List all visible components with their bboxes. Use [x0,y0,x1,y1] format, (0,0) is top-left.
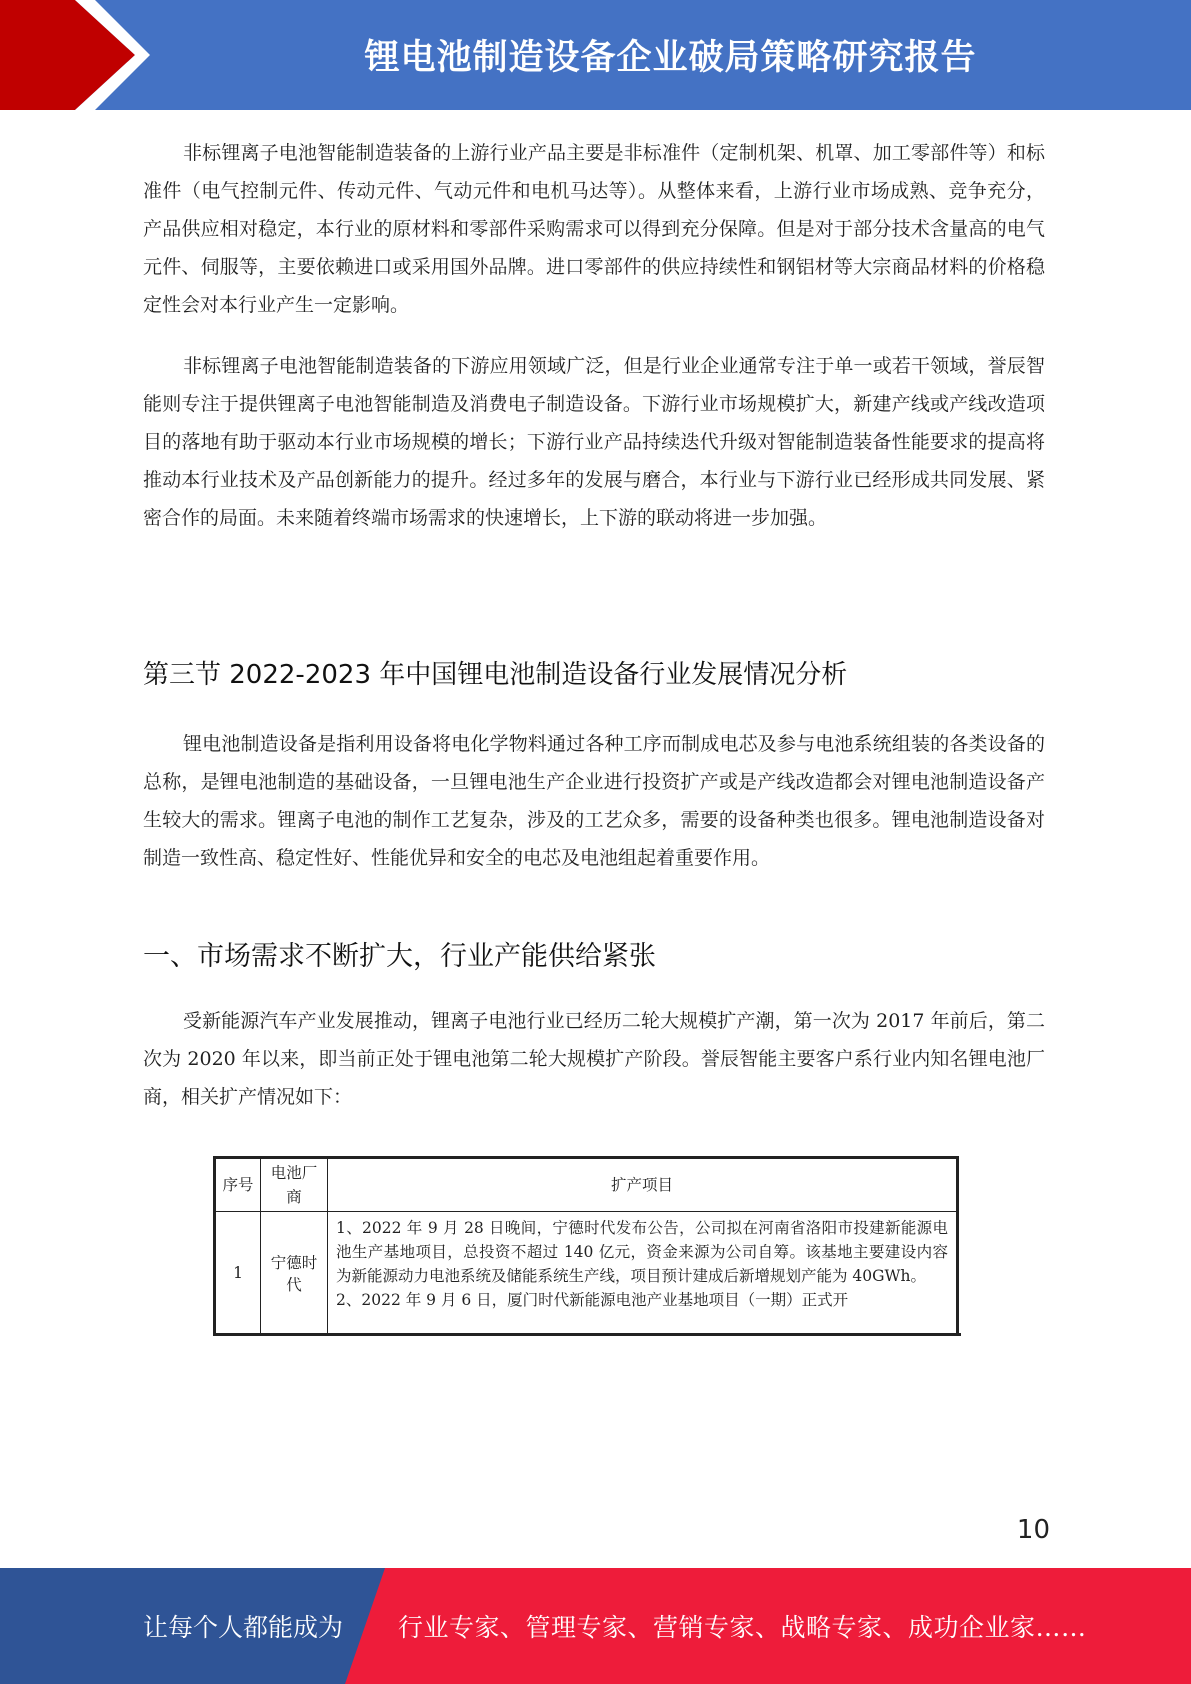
table-row [215,1212,958,1335]
expansion-table [213,1156,959,1335]
subsection-heading: 一、市场需求不断扩大，行业产能供给紧张 [143,941,656,972]
report-title: 锂电池制造设备企业破局策略研究报告 [364,38,977,78]
cell-no: 1 [215,1212,261,1335]
header-company: 电池厂商 [261,1158,328,1212]
project-line: 2、2022 年 9 月 6 日，厦门时代新能源电池产业基地项目（一期）正式开 [336,1291,849,1309]
paragraph-upstream: 非标锂离子电池智能制造装备的上游行业产品主要是非标准件（定制机架、机罩、加工零部件等）和标准件（电气控制元件、传动元件、气动元件和电机马达等）。从整体来看，上游行业市场成熟、竞争充分，产品供应相对稳定，本行业的原材料和零部件采购需求可以得到充分保障。但是对于部分技术含量高的电气元件、伺服等，主要依赖进口或采用国外品牌。进口零部件的供应持续性和钢铝材等大宗商品材料的价格稳定性会对本行业产生一定影响。 [143,142,1045,316]
page-number: 10 [1016,1515,1050,1545]
paragraph-downstream: 非标锂离子电池智能制造装备的下游应用领域广泛，但是行业企业通常专注于单一或若干领域，誉辰智能则专注于提供锂离子电池智能制造及消费电子制造设备。下游行业市场规模扩大，新建产线或产线改造项目的落地有助于驱动本行业市场规模的增长；下游行业产品持续迭代升级对智能制造装备性能要求的提高将推动本行业技术及产品创新能力的提升。经过多年的发展与磨合，本行业与下游行业已经形成共同发展、紧密合作的局面。未来随着终端市场需求的快速增长，上下游的联动将进一步加强。 [143,355,1045,529]
header-no: 序号 [215,1158,261,1212]
page-header [0,0,1191,110]
footer-slogan-right: 行业专家、管理专家、营销专家、战略专家、成功企业家…… [398,1613,1087,1642]
expansion-table-container [213,1156,961,1336]
table-bottom-border [213,1333,961,1336]
footer-slogan-left: 让每个人都能成为 [143,1613,344,1642]
paragraph-market-demand: 受新能源汽车产业发展推动，锂离子电池行业已经历二轮大规模扩产潮，第一次为 2017 年前后，第二次为 2020 年以来，即当前正处于锂电池第二轮大规模扩产阶段。誉辰智能主要客户系行业内知名锂电池厂商，相关扩产情况如下： [143,1010,1045,1108]
section-heading: 第三节 2022-2023 年中国锂电池制造设备行业发展情况分析 [143,660,848,690]
cell-company: 宁德时代 [261,1212,328,1335]
header-project: 扩产项目 [328,1158,958,1212]
cell-project [328,1212,958,1335]
header-arrow-decoration [0,0,160,110]
page-footer [0,1568,1191,1684]
paragraph-equipment-definition: 锂电池制造设备是指利用设备将电化学物料通过各种工序而制成电芯及参与电池系统组装的各类设备的总称，是锂电池制造的基础设备，一旦锂电池生产企业进行投资扩产或是产线改造都会对锂电池制造设备产生较大的需求。锂离子电池的制作工艺复杂，涉及的工艺众多，需要的设备种类也很多。锂电池制造设备对制造一致性高、稳定性好、性能优异和安全的电芯及电池组起着重要作用。 [143,733,1045,869]
project-line: 1、2022 年 9 月 28 日晚间，宁德时代发布公告，公司拟在河南省洛阳市投建新能源电池生产基地项目，总投资不超过 140 亿元，资金来源为公司自筹。该基地主要建设内容为新能源动力电池系统及储能系统生产线，项目预计建成后新增规划产能为 40GWh。 [336,1219,948,1285]
table-header-row [215,1158,958,1212]
